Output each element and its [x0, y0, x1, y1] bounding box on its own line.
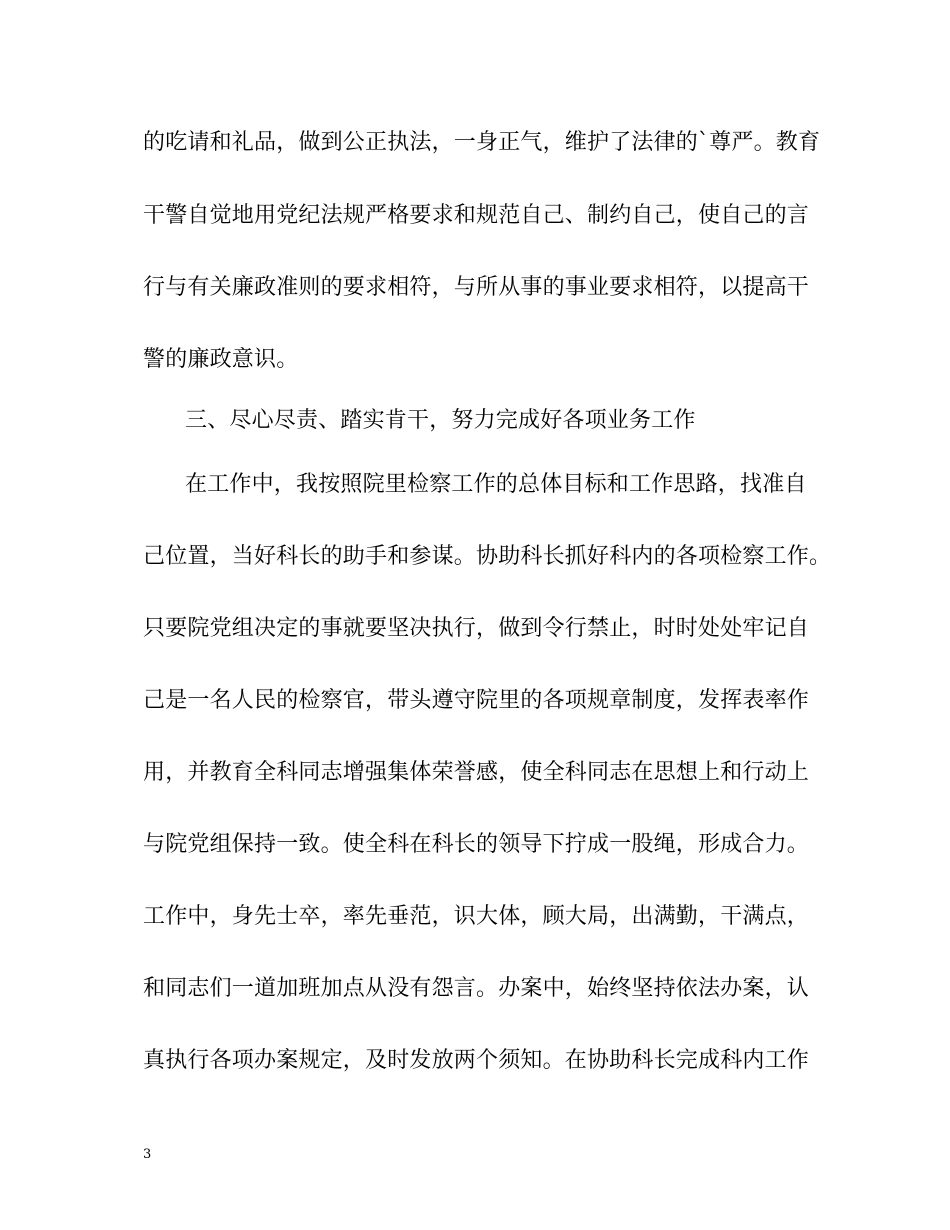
- page-number: 3: [143, 1147, 152, 1162]
- text-line-6: 在工作中，我按照院里检察工作的总体目标和工作思路，找准自: [185, 472, 807, 497]
- text-line-12: 工作中，身先士卒，率先垂范，识大体，顾大局，出满勤，干满点，: [143, 904, 810, 929]
- text-line-9: 己是一名人民的检察官，带头遵守院里的各项规章制度，发挥表率作: [143, 688, 810, 713]
- text-line-10: 用，并教育全科同志增强集体荣誉感，使全科同志在思想上和行动上: [143, 760, 810, 785]
- text-line-13: 和同志们一道加班加点从没有怨言。办案中，始终坚持依法办案，认: [143, 976, 810, 1001]
- text-line-3: 行与有关廉政准则的要求相符，与所从事的事业要求相符，以提高干: [143, 275, 810, 300]
- text-line-11: 与院党组保持一致。使全科在科长的领导下拧成一股绳，形成合力。: [143, 832, 810, 857]
- text-line-8: 只要院党组决定的事就要坚决执行，做到令行禁止，时时处处牢记自: [143, 616, 810, 641]
- section-heading: 三、尽心尽责、踏实肯干，努力完成好各项业务工作: [185, 408, 696, 433]
- text-line-7: 己位置，当好科长的助手和参谋。协助科长抓好科内的各项检察工作。: [143, 544, 832, 569]
- text-line-14: 真执行各项办案规定，及时发放两个须知。在协助科长完成科内工作: [143, 1048, 810, 1073]
- text-line-4: 警的廉政意识。: [143, 347, 299, 372]
- text-line-2: 干警自觉地用党纪法规严格要求和规范自己、制约自己，使自己的言: [143, 203, 810, 228]
- text-line-1: 的吃请和礼品，做到公正执法，一身正气，维护了法律的`尊严。教育: [143, 130, 821, 155]
